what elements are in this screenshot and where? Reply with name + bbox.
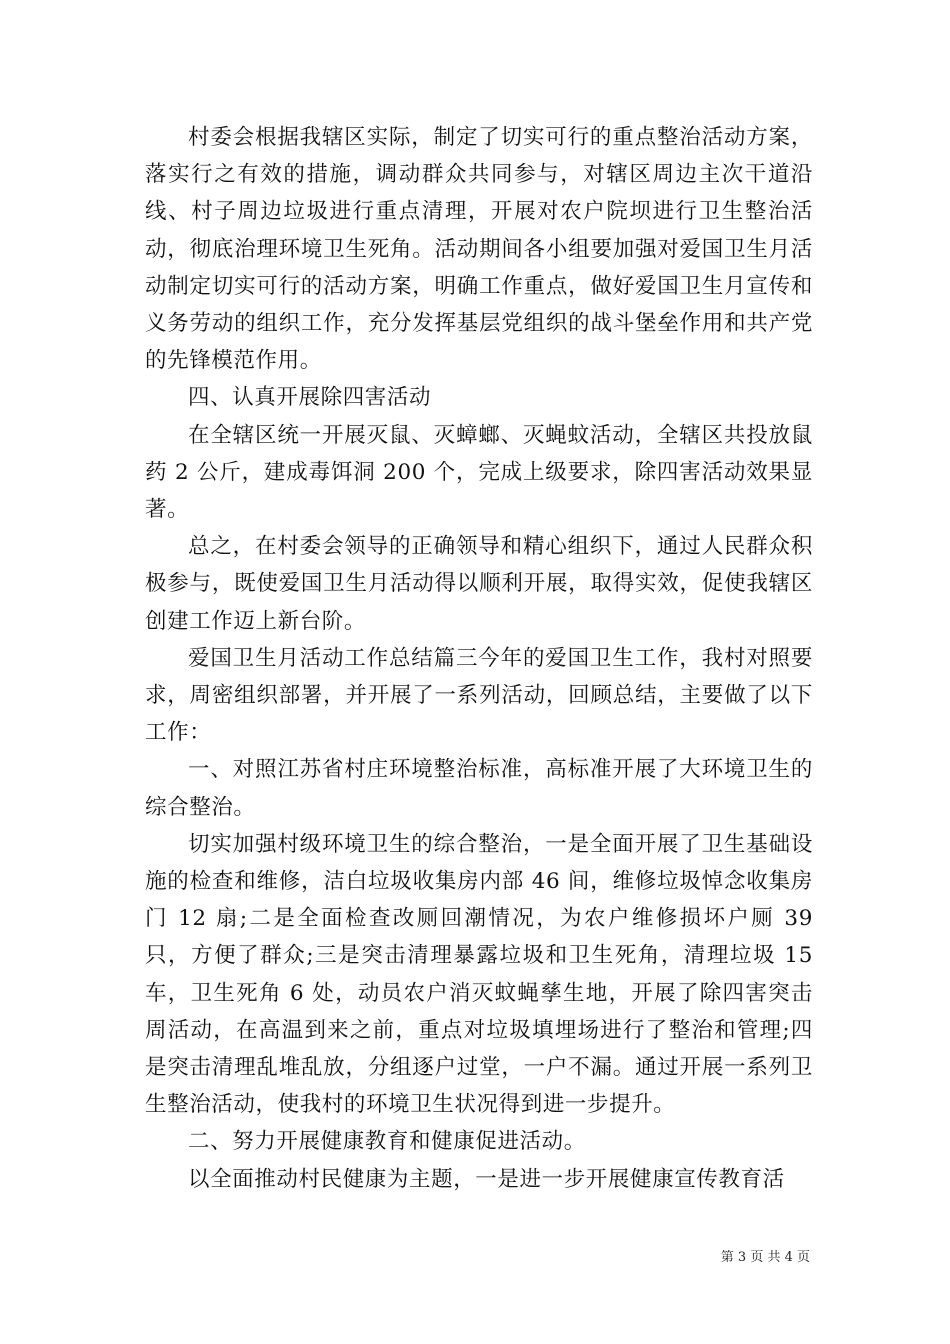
heading-section-4: 四、认真开展除四害活动 xyxy=(188,385,432,411)
page-number: 第 3 页 共 4 页 xyxy=(720,1250,810,1265)
document-body xyxy=(145,119,813,1198)
paragraph-summary: 总之，在村委会领导的正确领导和精心组织下，通过人民群众积极参与，既使爱国卫生月活动得以顺利开展，取得实效，促使我辖区创建工作迈上新台阶。 xyxy=(145,534,813,634)
paragraph-1: 村委会根据我辖区实际，制定了切实可行的重点整治活动方案，落实行之有效的措施，调动群众共同参与，对辖区周边主次干道沿线、村子周边垃圾进行重点清理，开展对农户院坝进行卫生整治活动，彻底治理环境卫生死角。活动期间各小组要加强对爱国卫生月活动制定切实可行的活动方案，明确工作重点，做好爱国卫生月宣传和义务劳动的组织工作，充分发挥基层党组织的战斗堡垒作用和共产党的先锋模范作用。 xyxy=(145,125,813,374)
heading-section-1: 一、对照江苏省村庄环境整治标准，高标准开展了大环境卫生的综合整治。 xyxy=(145,757,813,820)
paragraph-part-3-intro: 爱国卫生月活动工作总结篇三今年的爱国卫生工作，我村对照要求，周密组织部署，并开展了一系列活动，回顾总结，主要做了以下工作： xyxy=(145,645,813,746)
paragraph-2: 在全辖区统一开展灭鼠、灭蟑螂、灭蝇蚊活动，全辖区共投放鼠药 2 公斤，建成毒饵洞 200 个，完成上级要求，除四害活动效果显著。 xyxy=(145,422,813,523)
heading-section-2: 二、努力开展健康教育和健康促进活动。 xyxy=(188,1129,586,1155)
paragraph-3: 切实加强村级环境卫生的综合整治，一是全面开展了卫生基础设施的检查和维修，洁白垃圾收集房内部 46 间，维修垃圾悼念收集房门 12 扇;二是全面检查改厕回潮情况，为农户维修损坏户厕 39 只，方便了群众;三是突击清理暴露垃圾和卫生死角，清理垃圾 15 车，卫生死角 6 处，动员农户消灭蚊蝇孳生地，开展了除四害突击周活动，在高温到来之前，重点对垃圾填埋场进行了整治和管理;四是突击清理乱堆乱放，分组逐户过堂，一户不漏。通过开展一系列卫生整治活动，使我村的环境卫生状况得到进一步提升。 xyxy=(145,831,813,1118)
paragraph-4: 以全面推动村民健康为主题，一是进一步开展健康宣传教育活 xyxy=(188,1166,785,1192)
